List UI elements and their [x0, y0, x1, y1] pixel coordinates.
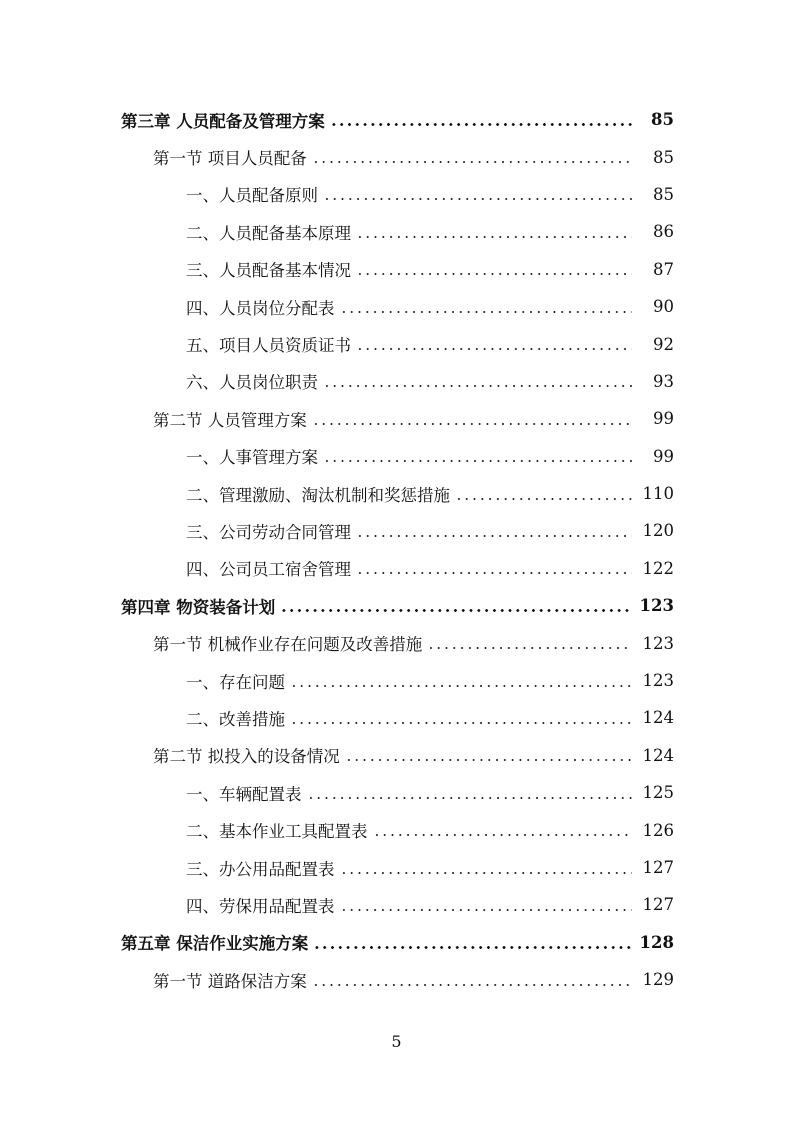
- dot-leader: [280, 609, 632, 612]
- toc-entry-item[interactable]: [0, 886, 793, 923]
- toc-entry-item[interactable]: [0, 475, 793, 512]
- toc-entry-text: 三、办公用品配置表: [186, 859, 335, 879]
- toc-entry-text: 第五章 保洁作业实施方案: [121, 934, 309, 954]
- toc-entry-item[interactable]: [0, 251, 793, 288]
- dot-leader: [356, 535, 632, 537]
- toc-entry-text: 一、人事管理方案: [186, 448, 318, 468]
- toc-page-number: 123: [642, 671, 674, 691]
- dot-leader: [427, 647, 632, 649]
- toc-page-number: 129: [642, 970, 674, 990]
- toc-page-number: 126: [642, 820, 674, 840]
- toc-entry-chapter[interactable]: [0, 101, 793, 138]
- dot-leader: [307, 797, 633, 799]
- dot-leader: [356, 348, 632, 350]
- toc-page-number: 123: [642, 633, 674, 653]
- toc-page-number: 124: [642, 708, 674, 728]
- toc-entry-item[interactable]: [0, 849, 793, 886]
- toc-entry-text: 五、项目人员资质证书: [186, 336, 351, 356]
- toc-entry-section[interactable]: [0, 737, 793, 774]
- dot-leader: [345, 759, 632, 761]
- toc-entry-item[interactable]: [0, 363, 793, 400]
- toc-entry-item[interactable]: [0, 811, 793, 848]
- dot-leader: [340, 909, 633, 911]
- dot-leader: [356, 236, 632, 238]
- dot-leader: [373, 834, 633, 836]
- toc-page-number: 127: [642, 895, 674, 915]
- toc-entry-item[interactable]: [0, 512, 793, 549]
- toc-page-number: 125: [642, 783, 674, 803]
- toc-entry-section[interactable]: [0, 624, 793, 661]
- toc-page-number: 128: [639, 932, 674, 952]
- toc-entry-item[interactable]: [0, 176, 793, 213]
- dot-leader: [313, 946, 632, 949]
- toc-entry-item[interactable]: [0, 288, 793, 325]
- toc-entry-text: 四、公司员工宿舍管理: [186, 560, 351, 580]
- table-of-contents: [0, 101, 793, 998]
- dot-leader: [312, 161, 632, 163]
- toc-page-number: 85: [653, 184, 674, 204]
- dot-leader: [455, 498, 632, 500]
- toc-page-number: 124: [642, 745, 674, 765]
- toc-entry-text: 第一节 项目人员配备: [153, 149, 307, 169]
- toc-entry-text: 四、劳保用品配置表: [186, 896, 335, 916]
- toc-page-number: 99: [653, 409, 674, 429]
- toc-entry-text: 一、存在问题: [186, 672, 285, 692]
- toc-entry-text: 第一节 道路保洁方案: [153, 971, 307, 991]
- toc-entry-text: 三、公司劳动合同管理: [186, 522, 351, 542]
- toc-entry-item[interactable]: [0, 699, 793, 736]
- toc-page-number: 122: [642, 558, 674, 578]
- toc-entry-item[interactable]: [0, 325, 793, 362]
- toc-page-number: 87: [653, 259, 674, 279]
- dot-leader: [290, 722, 632, 724]
- dot-leader: [323, 198, 632, 200]
- dot-leader: [323, 385, 632, 387]
- toc-entry-text: 二、人员配备基本原理: [186, 223, 351, 243]
- toc-entry-text: 二、改善措施: [186, 709, 285, 729]
- toc-entry-text: 第二节 人员管理方案: [153, 410, 307, 430]
- toc-entry-text: 四、人员岗位分配表: [186, 298, 335, 318]
- toc-page-number: 92: [653, 334, 674, 354]
- toc-entry-item[interactable]: [0, 550, 793, 587]
- toc-page-number: 99: [653, 446, 674, 466]
- toc-entry-text: 第三章 人员配备及管理方案: [121, 111, 325, 131]
- toc-entry-text: 二、基本作业工具配置表: [186, 822, 368, 842]
- toc-entry-text: 第四章 物资装备计划: [121, 597, 276, 617]
- toc-entry-chapter[interactable]: [0, 587, 793, 624]
- toc-entry-item[interactable]: [0, 662, 793, 699]
- toc-page-number: 120: [642, 521, 674, 541]
- toc-entry-section[interactable]: [0, 138, 793, 175]
- toc-entry-text: 一、车辆配置表: [186, 784, 302, 804]
- dot-leader: [323, 460, 632, 462]
- dot-leader: [340, 311, 633, 313]
- page-number: 5: [391, 1032, 402, 1051]
- dot-leader: [340, 872, 633, 874]
- toc-entry-text: 一、人员配备原则: [186, 186, 318, 206]
- toc-page-number: 85: [653, 147, 674, 167]
- toc-entry-item[interactable]: [0, 213, 793, 250]
- toc-entry-section[interactable]: [0, 961, 793, 998]
- toc-entry-item[interactable]: [0, 774, 793, 811]
- toc-entry-chapter[interactable]: [0, 924, 793, 961]
- dot-leader: [312, 423, 632, 425]
- toc-page-number: 90: [653, 297, 674, 317]
- toc-page-number: 86: [653, 222, 674, 242]
- toc-page-number: 85: [651, 110, 674, 130]
- toc-entry-section[interactable]: [0, 400, 793, 437]
- toc-entry-text: 六、人员岗位职责: [186, 373, 318, 393]
- dot-leader: [290, 685, 632, 687]
- toc-entry-item[interactable]: [0, 438, 793, 475]
- toc-page-number: 127: [642, 858, 674, 877]
- toc-entry-text: 第一节 机械作业存在问题及改善措施: [153, 635, 423, 655]
- toc-page-number: 123: [639, 596, 674, 616]
- toc-page-number: 110: [642, 484, 674, 504]
- toc-entry-text: 二、管理激励、淘汰机制和奖惩措施: [186, 485, 450, 505]
- dot-leader: [356, 273, 632, 275]
- toc-entry-text: 第二节 拟投入的设备情况: [153, 747, 340, 767]
- dot-leader: [330, 123, 632, 126]
- dot-leader: [356, 572, 632, 574]
- toc-page-number: 93: [653, 371, 674, 391]
- dot-leader: [312, 984, 632, 986]
- toc-entry-text: 三、人员配备基本情况: [186, 261, 351, 281]
